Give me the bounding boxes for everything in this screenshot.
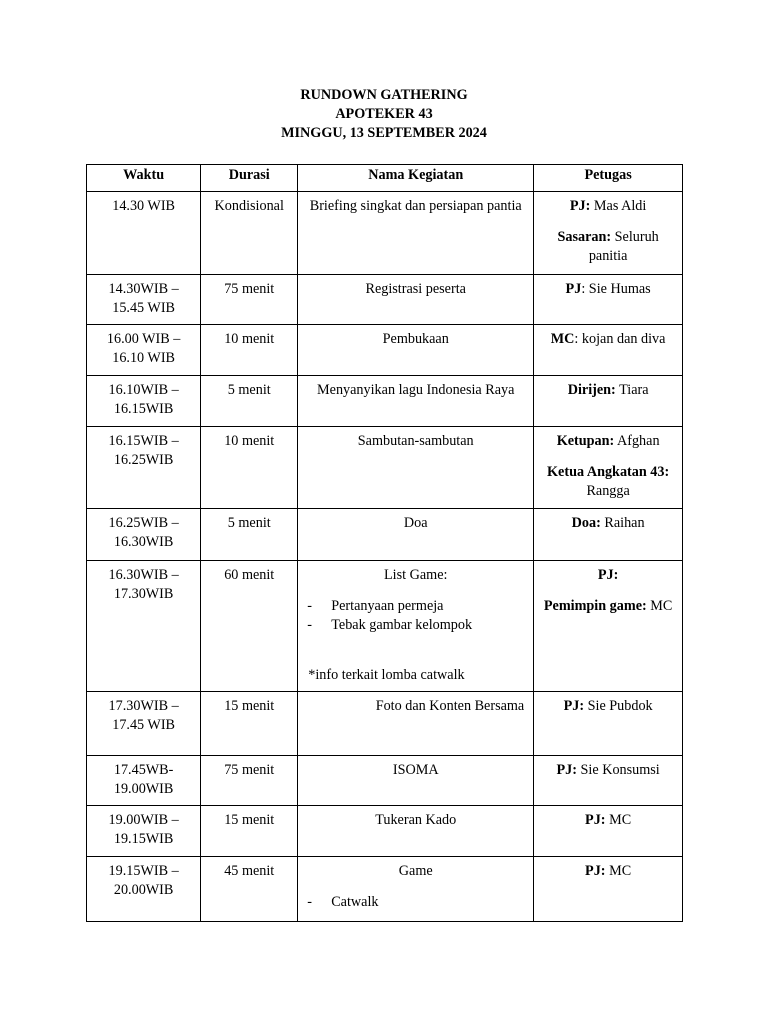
kegiatan-text: Briefing singkat dan persiapan pantia <box>309 198 522 214</box>
cell-kegiatan <box>298 427 534 509</box>
table-row <box>87 427 683 509</box>
waktu-line: 14.30 WIB <box>112 198 176 214</box>
cell-kegiatan <box>298 325 534 376</box>
petugas-value: : kojan dan diva <box>574 331 666 347</box>
petugas-entry <box>539 761 677 780</box>
cell-petugas <box>534 692 683 756</box>
cell-petugas <box>534 509 683 561</box>
petugas-entry <box>539 514 677 533</box>
waktu-line: 19.00WIB – <box>108 812 179 828</box>
cell-durasi: 10 menit <box>201 325 298 376</box>
waktu-line: 17.45WB- <box>113 762 174 778</box>
kegiatan-text: Doa <box>403 515 428 531</box>
cell-waktu <box>87 509 201 561</box>
waktu-line: 16.30WIB – <box>108 567 179 583</box>
header-waktu: Waktu <box>87 165 201 192</box>
cell-petugas <box>534 275 683 325</box>
petugas-label: PJ: <box>569 198 591 214</box>
cell-durasi: 75 menit <box>201 756 298 806</box>
table-row <box>87 509 683 561</box>
cell-waktu <box>87 806 201 857</box>
cell-durasi: 45 menit <box>201 857 298 922</box>
table-row <box>87 376 683 427</box>
cell-kegiatan <box>298 275 534 325</box>
kegiatan-list-item: - Pertanyaan permeja <box>307 597 528 616</box>
petugas-entry <box>539 811 677 830</box>
petugas-label: Ketupan: <box>556 433 615 449</box>
cell-petugas <box>534 192 683 275</box>
waktu-line: 19.00WIB <box>113 781 174 797</box>
cell-waktu <box>87 561 201 692</box>
table-row <box>87 325 683 376</box>
petugas-entry <box>539 381 677 400</box>
petugas-label: PJ: <box>563 698 585 714</box>
table-row <box>87 857 683 922</box>
waktu-line: 16.00 WIB – <box>106 331 181 347</box>
kegiatan-text: List Game: <box>384 567 448 583</box>
cell-durasi: 15 menit <box>201 692 298 756</box>
petugas-value: Afghan <box>614 433 660 449</box>
petugas-entry <box>539 566 677 585</box>
cell-kegiatan <box>298 561 534 692</box>
kegiatan-text: Menyanyikan lagu Indonesia Raya <box>317 382 515 398</box>
cell-durasi: Kondisional <box>201 192 298 275</box>
cell-durasi: 60 menit <box>201 561 298 692</box>
waktu-line: 16.15WIB <box>113 401 174 417</box>
waktu-line: 17.45 WIB <box>112 717 176 733</box>
rundown-table <box>86 164 683 922</box>
petugas-entry <box>539 330 677 349</box>
cell-waktu <box>87 427 201 509</box>
cell-durasi: 15 menit <box>201 806 298 857</box>
cell-kegiatan <box>298 692 534 756</box>
title-line-1: RUNDOWN GATHERING <box>300 87 468 103</box>
cell-waktu <box>87 325 201 376</box>
cell-waktu <box>87 192 201 275</box>
cell-waktu <box>87 275 201 325</box>
petugas-label: MC <box>550 331 575 347</box>
petugas-value: Raihan <box>600 515 645 531</box>
table-row <box>87 275 683 325</box>
header-kegiatan: Nama Kegiatan <box>298 165 534 192</box>
petugas-value: Sie Konsumsi <box>576 762 660 778</box>
kegiatan-note: *info terkait lomba catwalk <box>308 667 465 683</box>
waktu-line: 16.25WIB – <box>108 515 179 531</box>
petugas-entry <box>539 432 677 451</box>
waktu-line: 17.30WIB – <box>108 698 179 714</box>
kegiatan-text: Pembukaan <box>382 331 449 347</box>
petugas-label: Doa: <box>571 515 601 531</box>
waktu-line: 17.30WIB <box>113 586 174 602</box>
kegiatan-text: ISOMA <box>392 762 439 778</box>
waktu-line: 16.10WIB – <box>108 382 179 398</box>
kegiatan-text: Tukeran Kado <box>375 812 457 828</box>
waktu-line: 15.45 WIB <box>112 300 176 316</box>
cell-kegiatan <box>298 806 534 857</box>
kegiatan-list <box>303 597 528 635</box>
petugas-value: MC <box>646 598 673 614</box>
title-line-2: APOTEKER 43 <box>335 106 433 122</box>
document-title <box>0 86 768 143</box>
cell-kegiatan <box>298 509 534 561</box>
title-line-3: MINGGU, 13 SEPTEMBER 2024 <box>281 125 487 141</box>
petugas-label: PJ <box>565 281 582 297</box>
kegiatan-list-item: - Tebak gambar kelompok <box>307 616 528 635</box>
cell-petugas <box>534 325 683 376</box>
cell-petugas <box>534 806 683 857</box>
petugas-entry <box>539 280 677 299</box>
petugas-value: : Sie Humas <box>581 281 651 297</box>
waktu-line: 19.15WIB <box>113 831 174 847</box>
petugas-entry <box>539 463 677 501</box>
petugas-label: Pemimpin game: <box>543 598 647 614</box>
cell-waktu <box>87 857 201 922</box>
petugas-value: Mas Aldi <box>590 198 647 214</box>
table-row <box>87 806 683 857</box>
cell-durasi: 10 menit <box>201 427 298 509</box>
petugas-value: Seluruh panitia <box>588 229 659 264</box>
petugas-label: Sasaran: <box>557 229 612 245</box>
table-row <box>87 756 683 806</box>
petugas-label: PJ: <box>585 863 606 879</box>
petugas-value: Rangga <box>586 483 630 499</box>
petugas-value: MC <box>605 812 632 828</box>
petugas-label: PJ: <box>556 762 577 778</box>
cell-petugas <box>534 857 683 922</box>
kegiatan-text: Foto dan Konten Bersama <box>375 698 525 714</box>
petugas-value: Tiara <box>615 382 649 398</box>
waktu-line: 20.00WIB <box>113 882 174 898</box>
table-row <box>87 192 683 275</box>
waktu-line: 19.15WIB – <box>108 863 179 879</box>
petugas-value: MC <box>605 863 632 879</box>
cell-durasi: 75 menit <box>201 275 298 325</box>
kegiatan-text: Registrasi peserta <box>365 281 466 297</box>
petugas-label: Dirijen: <box>567 382 616 398</box>
cell-kegiatan <box>298 756 534 806</box>
table-row <box>87 692 683 756</box>
kegiatan-text: Sambutan-sambutan <box>357 433 474 449</box>
cell-kegiatan <box>298 192 534 275</box>
cell-waktu <box>87 692 201 756</box>
petugas-entry <box>539 597 677 616</box>
kegiatan-list-item: - Catwalk <box>307 893 528 912</box>
cell-kegiatan <box>298 857 534 922</box>
waktu-line: 14.30WIB – <box>108 281 179 297</box>
petugas-entry <box>539 697 677 716</box>
cell-petugas <box>534 427 683 509</box>
petugas-entry <box>539 862 677 881</box>
cell-petugas <box>534 756 683 806</box>
petugas-entry <box>539 197 677 216</box>
petugas-value: Sie Pubdok <box>584 698 653 714</box>
petugas-label: Ketua Angkatan 43: <box>547 464 670 480</box>
table-row <box>87 561 683 692</box>
cell-petugas <box>534 376 683 427</box>
petugas-entry <box>539 228 677 266</box>
petugas-label: PJ: <box>597 567 619 583</box>
table-header-row <box>87 165 683 192</box>
cell-durasi: 5 menit <box>201 509 298 561</box>
header-durasi: Durasi <box>201 165 298 192</box>
header-petugas: Petugas <box>534 165 683 192</box>
cell-waktu <box>87 756 201 806</box>
cell-durasi: 5 menit <box>201 376 298 427</box>
kegiatan-list <box>303 893 528 912</box>
waktu-line: 16.15WIB – <box>108 433 179 449</box>
waktu-line: 16.30WIB <box>113 534 174 550</box>
cell-waktu <box>87 376 201 427</box>
petugas-label: PJ: <box>585 812 606 828</box>
waktu-line: 16.25WIB <box>113 452 174 468</box>
cell-petugas <box>534 561 683 692</box>
cell-kegiatan <box>298 376 534 427</box>
kegiatan-text: Game <box>398 863 433 879</box>
table-body <box>87 192 683 922</box>
waktu-line: 16.10 WIB <box>112 350 176 366</box>
